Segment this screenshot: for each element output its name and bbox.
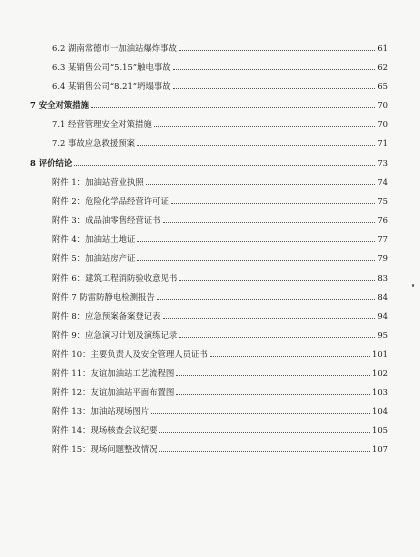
toc-page-number: 105 [372,425,388,435]
toc-page-number: 104 [372,406,388,416]
toc-entry-title: 附件 2：危险化学品经营许可证 [52,196,169,206]
toc-entry-title: 附件 14：现场核查会议纪要 [52,425,158,435]
toc-leader-dots [173,69,376,70]
toc-entry-title: 附件 1：加油站营业执照 [52,177,144,187]
toc-entry[interactable] [30,270,388,284]
toc-entry-title: 附件 10：主要负责人及安全管理人员证书 [52,349,208,359]
toc-leader-dots [171,203,375,204]
toc-page-number: 95 [377,330,388,340]
toc-leader-dots [159,451,370,452]
toc-page-number: 76 [377,215,388,225]
toc-entry[interactable] [30,212,388,226]
toc-page-number: 71 [377,138,388,148]
toc-entry[interactable] [30,193,388,207]
toc-leader-dots [157,299,376,300]
toc-entry[interactable] [30,116,388,130]
toc-entry[interactable] [30,346,388,360]
toc-entry-title: 附件 12：友谊加油站平面布置图 [52,387,175,397]
toc-leader-dots [154,126,376,127]
toc-leader-dots [179,337,375,338]
toc-entry-title: 6.3 某销售公司“5.15”触电事故 [52,62,171,72]
toc-entry[interactable] [30,422,388,436]
toc-entry-title: 附件 3：成品油零售经营证书 [52,215,161,225]
toc-leader-dots [137,260,375,261]
toc-page-number: 83 [377,273,388,283]
toc-page-number: 70 [377,119,388,129]
toc-leader-dots [146,184,376,185]
toc-entry-title: 7 安全对策措施 [30,100,89,110]
toc-entry[interactable] [30,289,388,303]
toc-page-number: 65 [377,81,388,91]
toc-entry-title: 附件 8：应急预案备案登记表 [52,311,161,321]
toc-page-number: 77 [377,234,388,244]
toc-entry[interactable] [30,384,388,398]
toc-entry[interactable] [30,365,388,379]
toc-leader-dots [137,145,375,146]
toc-page-number: 61 [377,43,388,53]
toc-entry[interactable] [30,327,388,341]
toc-page-number: 70 [377,100,388,110]
toc-entry[interactable] [30,231,388,245]
toc-leader-dots [151,413,370,414]
toc-entry[interactable] [30,78,388,92]
toc-entry-title: 附件 7 防雷防静电检测报告 [52,292,155,302]
toc-entry-title: 附件 13：加油站现场图片 [52,406,150,416]
toc-leader-dots [176,375,370,376]
toc-entry[interactable] [30,40,388,54]
toc-entry-title: 6.2 湖南常德市一加油站爆炸事故 [52,43,177,53]
toc-entry-title: 附件 4：加油站土地证 [52,234,136,244]
toc-page-number: 94 [377,311,388,321]
toc-entry-title: 附件 6：建筑工程消防验收意见书 [52,273,178,283]
toc-entry-title: 7.1 经营管理安全对策措施 [52,119,152,129]
toc-leader-dots [163,222,376,223]
toc-page-number: 101 [372,349,388,359]
toc-entry[interactable] [30,308,388,322]
toc-entry-title: 附件 11：友谊加油站工艺流程图 [52,368,175,378]
toc-leader-dots [179,50,375,51]
toc-entry[interactable] [30,441,388,455]
toc-page-number: 84 [377,292,388,302]
toc-page-number: 102 [372,368,388,378]
toc-entry-title: 附件 15：现场问题整改情况 [52,444,158,454]
toc-leader-dots [91,107,375,108]
toc-entry-title: 6.4 某销售公司“8.21”坍塌事故 [52,81,171,91]
toc-leader-dots [210,356,370,357]
toc-entry[interactable] [30,59,388,73]
toc-page-number: 62 [377,62,388,72]
toc-leader-dots [74,165,375,166]
toc-leader-dots [137,241,375,242]
toc-page-number: 75 [377,196,388,206]
toc-page-number: 73 [377,158,388,168]
toc-entry[interactable] [30,403,388,417]
toc-page-number: 79 [377,253,388,263]
toc-leader-dots [176,394,370,395]
toc-entry-title: 8 评价结论 [30,158,73,168]
toc-entry-title: 附件 9：应急演习计划及演练记录 [52,330,178,340]
page-mark [412,284,414,287]
toc-leader-dots [173,88,376,89]
toc-entry[interactable] [30,97,388,111]
toc-entry-title: 附件 5：加油站房产证 [52,253,136,263]
toc-entry[interactable] [30,135,388,149]
toc-entry[interactable] [30,155,388,169]
toc-page-number: 103 [372,387,388,397]
toc-page-number: 74 [377,177,388,187]
toc-entry[interactable] [30,174,388,188]
toc-page-number: 107 [372,444,388,454]
toc-entry-title: 7.2 事故应急救援预案 [52,138,135,148]
toc-leader-dots [179,280,375,281]
toc-entry[interactable] [30,250,388,264]
toc-leader-dots [163,318,376,319]
toc-leader-dots [159,432,370,433]
